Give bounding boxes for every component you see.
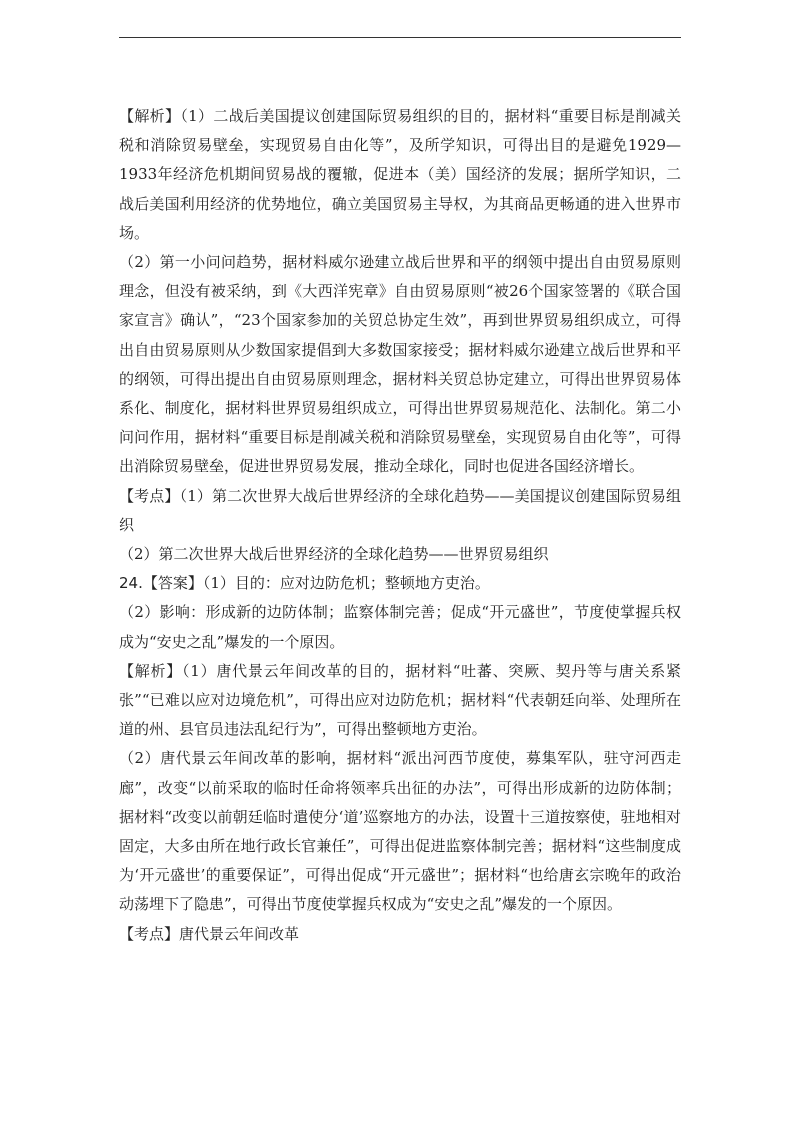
paragraph-text: （2）影响：形成新的边防体制；监察体制完善；促成“开元盛世”，节度使掌握兵权成为“安史之乱”爆发的一个原因。 [119, 603, 681, 651]
paragraph-1 [119, 102, 681, 248]
paragraph-text: （2）第一小问问趋势，据材料威尔逊建立战后世界和平的纲领中提出自由贸易原则理念，但没有被采纳，到《大西洋宪章》自由贸易原则“被26个国家签署的《联合国家宣言》确认”，“23个国家参加的关贸总协定生效”，再到世界贸易组织成立，可得出自由贸易原则从少数国家提倡到大多数国家接受；据材料威尔逊建立战后世界和平的纲领，可得出提出自由贸易原则理念，据材料关贸总协定建立，可得出世界贸易体系化、制度化，据材料世界贸易组织成立，可得出世界贸易规范化、法制化。第二小问问作用，据材料“重要目标是削减关税和消除贸易壁垒，实现贸易自由化等”，可得出消除贸易壁垒，促进世界贸易发展，推动全球化，同时也促进各国经济增长。 [119, 253, 681, 476]
paragraph-9 [119, 920, 681, 949]
paragraph-text: 唐代景云年间改革 [179, 924, 300, 943]
analysis-label: 【解析】 [119, 661, 183, 680]
key-point-label: 【考点】 [119, 924, 180, 943]
key-point-label: 【考点】 [119, 486, 180, 505]
paragraph-text: （2）第二次世界大战后世界经济的全球化趋势——世界贸易组织 [119, 545, 549, 564]
header-rule [119, 37, 681, 38]
paragraph-text: （1）二战后美国提议创建国际贸易组织的目的，据材料“重要目标是削减关税和消除贸易壁垒，实现贸易自由化等”，及所学知识，可得出目的是避免1929—1933年经济危机期间贸易战的覆辙，促进本（美）国经济的发展；据所学知识，二战后美国利用经济的优势地位，确立美国贸易主导权，为其商品更畅通的进入世界市场。 [119, 107, 681, 242]
document-body [119, 102, 681, 949]
paragraph-2 [119, 248, 681, 482]
paragraph-text: （1）第二次世界大战后世界经济的全球化趋势——美国提议创建国际贸易组织 [119, 486, 681, 534]
paragraph-3 [119, 482, 681, 540]
paragraph-6 [119, 598, 681, 656]
paragraph-7 [119, 657, 681, 745]
paragraph-8 [119, 744, 681, 919]
answer-label: 24.【答案】 [119, 574, 203, 593]
paragraph-text: （2）唐代景云年间改革的影响，据材料“派出河西节度使，募集军队，驻守河西走廊”，改变“以前采取的临时任命将领率兵出征的办法”，可得出形成新的边防体制；据材料“改变以前朝廷临时遣使分‘道’巡察地方的办法，设置十三道按察使，驻地相对固定，大多由所在地行政长官兼任”，可得出促进监察体制完善；据材料“这些制度成为‘开元盛世’的重要保证”，可得出促成“开元盛世”；据材料“也给唐玄宗晚年的政治动荡埋下了隐患”，可得出节度使掌握兵权成为“安史之乱”爆发的一个原因。 [119, 749, 681, 914]
paragraph-text: （1）唐代景云年间改革的目的，据材料“吐蕃、突厥、契丹等与唐关系紧张”“已难以应对边境危机”，可得出应对边防危机；据材料“代表朝廷向举、处理所在道的州、县官员违法乱纪行为”，可得出整顿地方吏治。 [119, 661, 681, 739]
paragraph-text: （1）目的：应对边防危机；整顿地方吏治。 [202, 574, 490, 593]
analysis-label: 【解析】 [119, 107, 181, 125]
paragraph-5 [119, 569, 681, 598]
paragraph-4 [119, 540, 681, 569]
